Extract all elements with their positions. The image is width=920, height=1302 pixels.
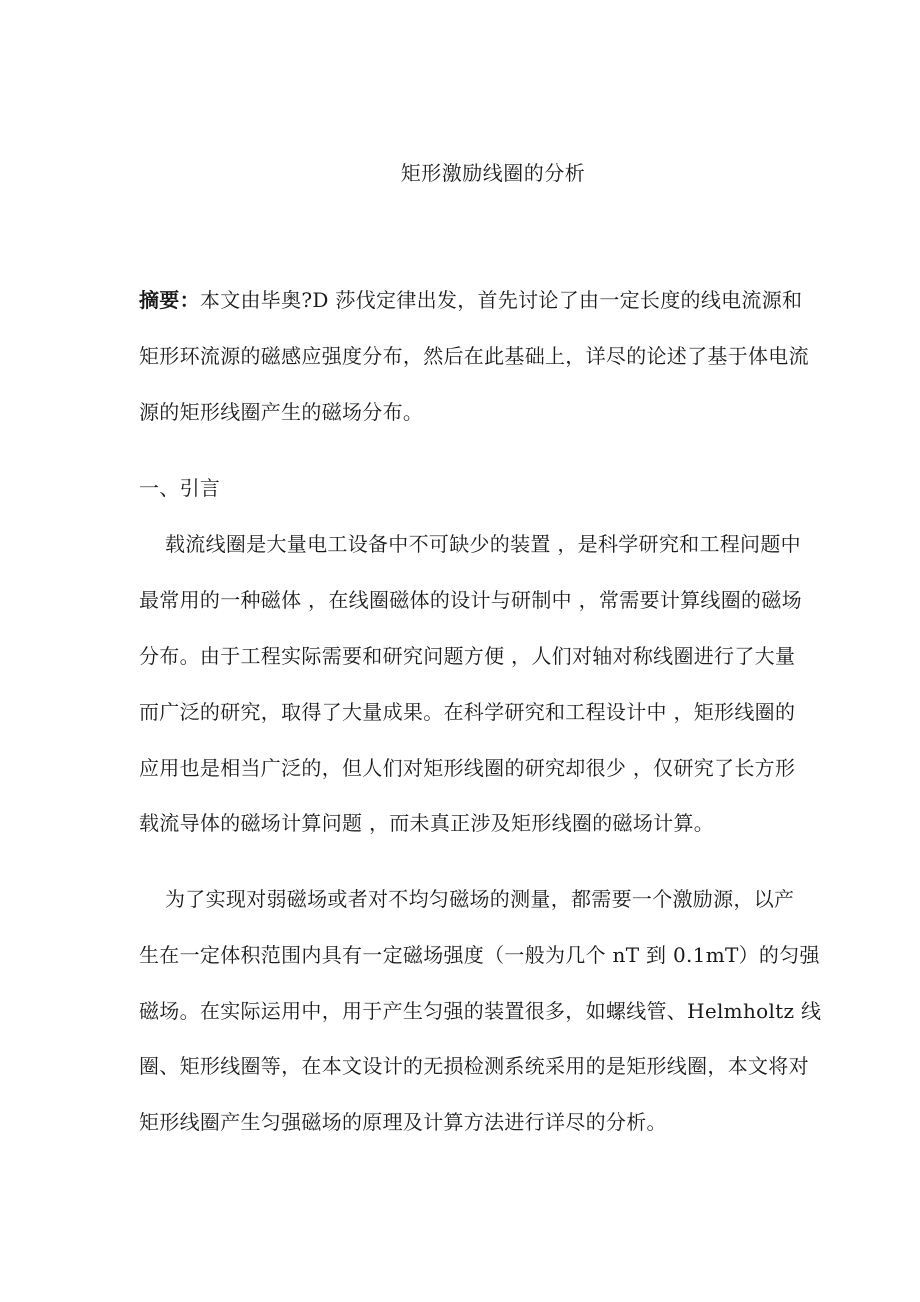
paragraph2-line-1: 为了实现对弱磁场或者对不均匀磁场的测量，都需要一个激励源，以产 [165,887,795,911]
abstract-line-1 [139,285,802,315]
section-heading: 一、引言 [139,476,221,500]
paragraph2-line-2: 生在一定体积范围内具有一定磁场强度（一般为几个 nT 到 0.1mT）的匀强 [139,943,820,967]
abstract-line-3: 源的矩形线圈产生的磁场分布。 [139,400,424,424]
paragraph2-line-5: 矩形线圈产生匀强磁场的原理及计算方法进行详尽的分析。 [139,1110,667,1134]
paragraph2-line-4: 圈、矩形线圈等，在本文设计的无损检测系统采用的是矩形线圈，本文将对 [139,1054,809,1078]
paragraph1-line-2: 最常用的一种磁体 ，在线圈磁体的设计与研制中 ，常需要计算线圈的磁场 [139,588,802,612]
paragraph1-line-5: 应用也是相当广泛的，但人们对矩形线圈的研究却很少 ，仅研究了长方形 [139,756,796,780]
abstract-label: 摘要： [139,288,200,312]
document-title: 矩形激励线圈的分析 [400,161,586,185]
paragraph2-line-3: 磁场。在实际运用中，用于产生匀强的装置很多，如螺线管、Helmholtz 线 [139,999,822,1023]
abstract-text: 本文由毕奥?D 莎伐定律出发，首先讨论了由一定长度的线电流源和 [199,288,803,312]
paragraph1-line-6: 载流导体的磁场计算问题 ，而未真正涉及矩形线圈的磁场计算。 [139,811,715,835]
abstract-line-2: 矩形环流源的磁感应强度分布，然后在此基础上，详尽的论述了基于体电流 [139,344,809,368]
paragraph1-line-3: 分布。由于工程实际需要和研究问题方便 ，人们对轴对称线圈进行了大量 [139,644,796,668]
paragraph1-line-1: 载流线圈是大量电工设备中不可缺少的装置 ，是科学研究和工程问题中 [165,532,801,556]
paragraph1-line-4: 而广泛的研究，取得了大量成果。在科学研究和工程设计中 ，矩形线圈的 [139,700,796,724]
